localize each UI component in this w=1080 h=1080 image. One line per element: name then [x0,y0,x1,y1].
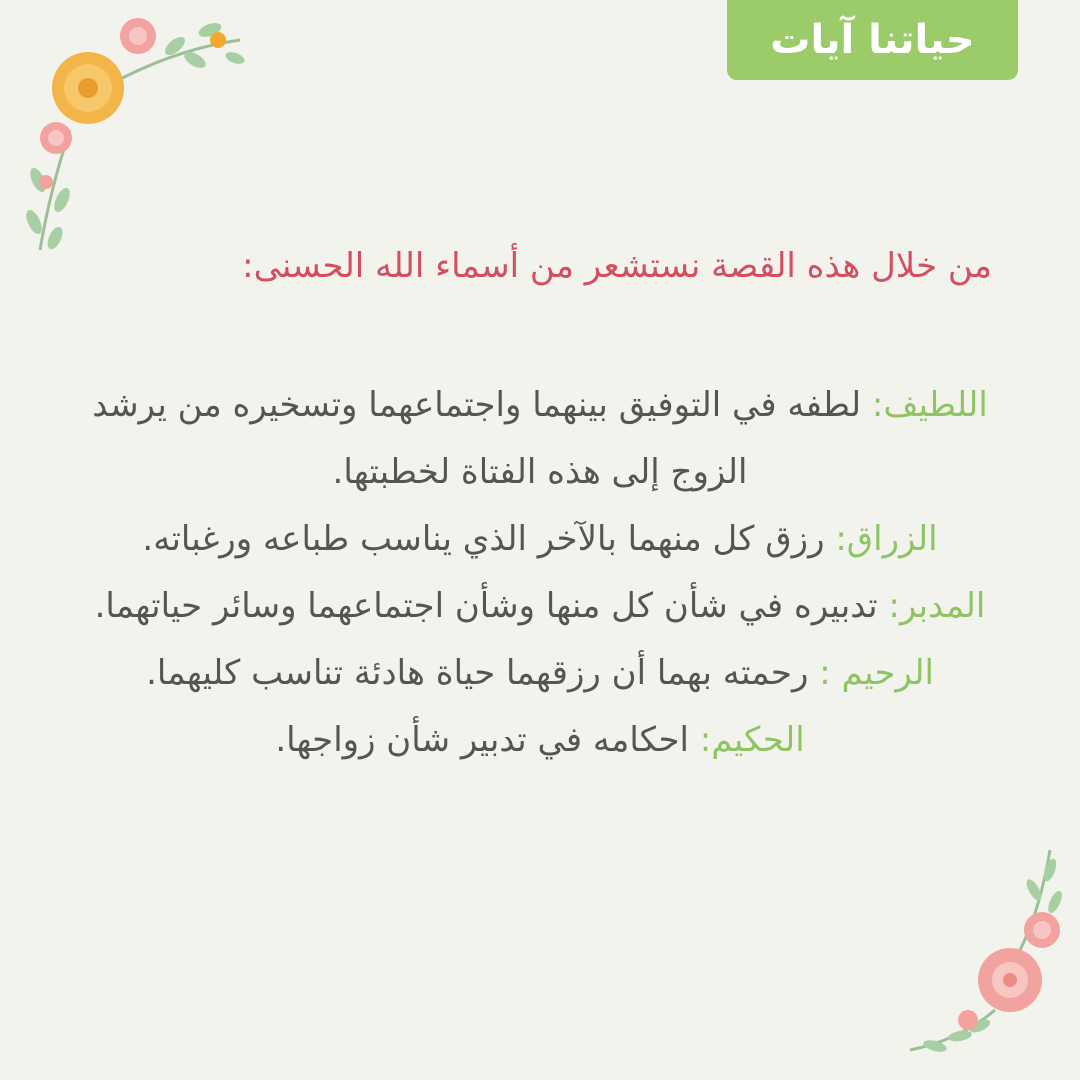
name-term: الزراق: [835,519,938,559]
name-item-razzaq [80,506,1000,573]
name-item-hakim [80,707,1000,774]
brand-badge [727,0,1018,80]
name-term: الرحيم : [819,653,934,693]
name-description: تدبيره في شأن كل منها وشأن اجتماعهما وسائر حياتهما. [94,586,878,626]
name-term: اللطيف: [871,385,988,425]
brand-title: حياتنا آيات [770,17,975,63]
name-term: الحكيم: [699,720,805,760]
name-description: لطفه في التوفيق بينهما واجتماعهما وتسخيره من يرشد الزوج إلى هذه الفتاة لخطبتها. [92,385,862,492]
name-item-rahim [80,640,1000,707]
floral-decoration-bottom-right [900,840,1070,1060]
names-list [80,372,1000,774]
name-description: رحمته بهما أن رزقهما حياة هادئة تناسب كليهما. [146,653,809,693]
name-item-mudabbir [80,573,1000,640]
floral-decoration-top-left [10,10,260,260]
name-item-latif [80,372,1000,506]
name-description: احكامه في تدبير شأن زواجها. [275,720,689,760]
name-term: المدبر: [888,586,986,626]
name-description: رزق كل منهما بالآخر الذي يناسب طباعه ورغباته. [142,519,825,559]
intro-heading: من خلال هذه القصة نستشعر من أسماء الله الحسنى: [242,246,992,286]
